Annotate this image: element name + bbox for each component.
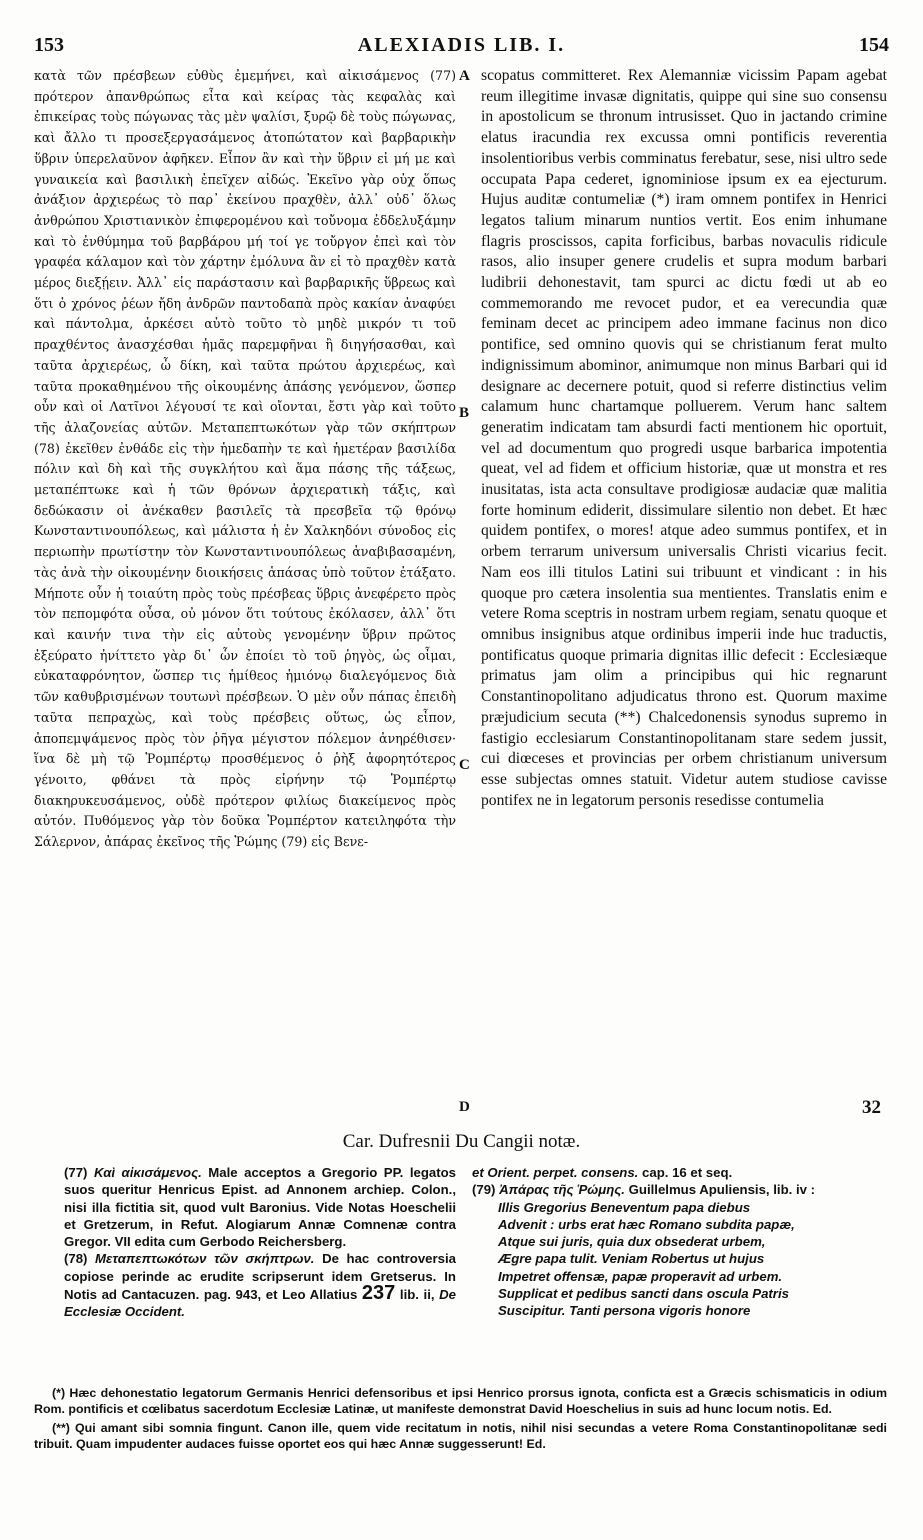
note-lemma: Καὶ αἰκισάμενος. [93, 1165, 202, 1180]
margin-letter-d: D [459, 1099, 470, 1115]
page-number-right: 154 [859, 34, 889, 56]
footnote-1: (*) Hæc dehonestatio legatorum Germanis Henrici defensoribus et ipsi Henrico prorsus ignota, conficta est a Græcis schismaticis in odium Rom. pontificis et cœlibatus sacerdotum Ecclesiæ Latinæ, ut manifeste demonstrat David Hoeschelius in suis ad hunc locum notis. Ed. [34, 1386, 887, 1417]
note-77 [64, 1164, 456, 1250]
greek-text: κατὰ τῶν πρέσβεων εὐθὺς ἐμεμήνει, καὶ αἰκισάμενος (77) πρότερον ἀπανθρώπως εἶτα καὶ κείρας τὰς κεφαλὰς καὶ ἐπικείρας τοὺς πώγωνας τὰς μὲν ψαλίσι, ξυρῷ δὲ τοὺς πώγωνας, καὶ ἄλλο τι προσεξεργασάμενος ἀτοπώτατον καὶ βαρβαρικὴν ὕβριν ὑπερελαῦνον ἀφῆκεν. Εἶπον ἂν καὶ τὴν ὕβριν εἰ μή με καὶ γυναικεία καὶ βασιλικὴ ἐπεῖχεν αἰδώς. Ἐκεῖνο γὰρ οὐχ ὅπως ἀνάξιον ἀρχιερέως τὸ παρ᾽ ἐκείνου πραχθὲν, ἀλλ᾽ οὐδ᾽ ὅλως ἀνθρώπου Χριστιανικὸν ἐπιφερομένου καὶ τοὔνομα ἐδδελυξάμην καὶ τὸ ἐνθύμημα τοῦ βαρβάρου μή τοί γε τοὔργον ἐπεὶ καὶ τὸν γραφέα κάλαμον καὶ τὸν χάρτην ἐμόλυνα ἂν εἰ τὸ πραχθὲν κατὰ μέρος διεξῄειν. Ἀλλ᾽ εἰς παράστασιν καὶ βαρβαρικῆς ὕβρεως καὶ ὅτι ὁ χρόνος ῥέων ἤδη ἀνδρῶν παντοδαπὰ πρὸς κακίαν ἀναφύει καὶ πάντολμα, ἀρκέσει αὐτὸ τοῦτο τὸ μηδὲ μικρόν τι τοῦ πραχθέντος ἀνασχέσθαι ἡμᾶς παρεμφῆναι ἢ διηγήσασθαι, καὶ ταῦτα ἀρχιερέως, ὦ δίκη, καὶ ταῦτα πρώτου ἀρχιερέως, καὶ ταῦτα προκαθημένου τῆς οἰκουμένης ἁπάσης γενόμενον, ὥσπερ οὖν καὶ οἱ Λατῖνοι λέγουσί τε καὶ οἴονται, ἔστι γὰρ καὶ τοῦτο τῆς ἀλαζονείας αὐτῶν. Μεταπεπτωκότων γὰρ τῶν σκήπτρων (78) ἐκεῖθεν ἐνθάδε εἰς τὴν ἡμεδαπὴν τε καὶ ἡμετέραν βασιλίδα πόλιν καὶ δὴ καὶ τῆς συγκλήτου καὶ ἅμα πάσης τῆς τάξεως, μεταπέπτωκε καὶ ἡ τῶν θρόνων ἀρχιερατικὴ τάξις, καὶ δεδώκασιν οἱ ἀνέκαθεν βασιλεῖς τὰ πρεσβεῖα τῷ θρόνῳ Κωνσταντινουπόλεως, καὶ μάλιστα ἡ ἐν Χαλκηδόνι σύνοδος εἰς περιωπὴν πρωτίστην τὸν Κωνσταντινουπόλεως ἀναβιβασαμένη, τὰς ἀνὰ τὴν οἰκουμένην διοικήσεις ἁπάσας ὑπὸ τοῦτον ἐτάξατο. Μήποτε οὖν ἡ τοιαύτη πρὸς τοὺς πρέσβεας ὕβρις ἀνεφέρετο πρὸς τὸν πεπομφότα οὖσα, οὐ μόνον ὅτι τούτους ἐκόλασεν, ἀλλ᾽ ὅτι καὶ καινήν τινα τὴν εἰς αὐτοὺς γενομένην ὕβριν πρῶτος ἐξεύρατο ἠνίττετο γὰρ δι᾽ ὧν ἐποίει τὸ τοῦ ῥηγὸς, ὡς οἶμαι, εὐκαταφρόνητον, ὥσπερ τις ἡμίθεος ἡμιόνῳ διαλεγόμενος διὰ τῶν καθυβρισμένων τουτωνὶ πρέσβεων. Ὁ μὲν οὖν πάπας ἐπειδὴ ταῦτα πεπραχὼς, καὶ τοὺς πρέσβεις οὕτως, ὡς εἶπον, ἀποπεμψάμενος πρὸς τὸν ῥῆγα μέγιστον πόλεμον ἀνηρέθισεν· ἵνα δὲ μὴ τῷ Ῥομπέρτῳ προσθέμενος ὁ ῥὴξ ἀφορητότερος γένοιτο, φθάνει τὰ πρὸς εἰρήνην τῷ Ῥομπέρτῳ διακηρυκευσάμενος, οὐδὲ πρότερον φιλίως διακείμενος πρὸς αὐτόν. Πυθόμενος γὰρ τὸν δοῦκα Ῥομπέρτον κατειληφότα τὴν Σάλερνον, ἀπάρας ἐκεῖνος τῆς Ῥώμης (79) εἰς Βενε- [34, 68, 456, 850]
note-text-cont: lib. ii, [399, 1287, 435, 1303]
footnote-2: (**) Qui amant sibi somnia fingunt. Canon ille, quem vide recitatum in notis, nihil nisi secundas a vetere Roma Constantinopolitanæ sedi tribuit. Quam impudenter audaces fuisse oportet eos qui hæc Annæ suggesserunt! Ed. [34, 1420, 887, 1452]
running-title: ALEXIADIS LIB. I. [357, 34, 566, 56]
note-text: cap. 16 et seq. [642, 1165, 733, 1180]
note-lemma: Ἀπάρας τῆς Ῥώμης. [499, 1182, 625, 1198]
verse-line: Advenit : urbs erat hæc Romano subdita papæ, [498, 1216, 795, 1232]
verse-line: Ægre papa tulit. Veniam Robertus ut hujus [498, 1251, 765, 1267]
note-lemma: Μεταπεπτωκότων τῶν σκήπτρων. [95, 1251, 315, 1267]
note-author: Guillelmus Apuliensis, lib. iv : [628, 1182, 816, 1198]
note-text: De hac controversia copiose perinde ac erudite scripserunt idem Gretserus. In Notis ad Cantacuzen. pag. 943, et Leo Allatius [64, 1251, 456, 1303]
note-ref: (77) [64, 1165, 88, 1180]
column-number: 32 [859, 1097, 881, 1119]
latin-column [481, 66, 887, 1129]
verse-line: Illis Gregorius Beneventum papa diebus [498, 1199, 751, 1215]
verse-line: Suscipitur. Tanti persona vigoris honore [498, 1303, 751, 1319]
note-79 [472, 1181, 887, 1198]
notes-left-column [64, 1164, 456, 1334]
latin-text: scopatus committeret. Rex Alemanniæ vicissim Papam agebat reum illegitime invasæ dignitatis, quippe qui sine suo consensu in apostolicum se thronum intrusisset. Quo in jactando crimine elatus iracundia rex excussa omni pontificis reverentia insolentioribus verbis comminatus ferebatur, sese, nisi ultro sede occupata Papa cederet, ignominiose ipsum ex ea ejecturum. Hujus auditæ contumeliæ (*) iram omnem pontifex in Henrici legatos talium minarum nuntios vertit. Eos enim inhumane flagris proscissos, capita forficibus, barbas novaculis ridicule rasos, alio insuper genere crudelis et supra modum barbari ludibrii dehonestavit, tam spurci ac dictu fœdi ut ab eo commemorando me revocet pudor, et ea verecundia quæ feminam decet ac principem adeo immane facinus non dico pontifice, sed omnino quovis qui se christianum ferat multo indignissimum abominor, animumque non minus Barbari qui id designare ac decernere potuit, quod si referre distinctius velim calamum hunc chartamque polluerem. Verum hanc saltem generatim indicatam tam absurdi facti mentionem hic oportuit, vel ad documentum quo progredi usque barbarica impotentia queat, vel ad fidem et officium historiæ, quæ ut monstra et res inusitatas, ista acta consultave prodigiosæ audaciæ quæ malitia forte hominum ediderit, dissimulare silentio non debet. Et hæc quidem pontifex, o mores! atque adeo summus pontifex, et in orbem terrarum universum universalis Christi vicarius fecit. Nam eos illi titulos Latini sui tribuunt et vindicant : in his quoque pro cætera insolentia sua mentientes. Translatis enim e vetere Roma sceptris in nostram urbem regiam, senatu quoque et omnibus insignibus atque ordinibus imperii inde huc traductis, pontificatus quoque primaria dignitas illic defecit : Ecclesiæque primatus jam olim a principibus qui hic regnarunt Constantinopolitano adjudicatus throno est. Quorum maxime præjudicium secuta (**) Chalcedonensis synodus supremo in fastigio ecclesiarum Constantinopolitanam stare sedem jussit, cui diœceses et provincias per orbem christianum universum esse subjectas omnes statuit. Videtur autem studiose cavisse pontifex ne in legatorum personis resedisse contumelia [481, 67, 887, 809]
greek-column [34, 66, 456, 1129]
verse-line: Supplicat et pedibus sancti dans oscula Patris [498, 1286, 789, 1302]
note-title-italic: et Orient. perpet. consens. [472, 1165, 639, 1180]
margin-letter-c: C [459, 757, 470, 773]
margin-letter-b: B [459, 405, 470, 421]
note-title-italic: De Ecclesiæ Occident. [64, 1287, 456, 1320]
running-header [34, 34, 889, 64]
verse-line: Atque sui juris, quia dux obsederat urbem, [498, 1234, 766, 1250]
margin-letter-a: A [459, 68, 470, 84]
note-78-cont [472, 1164, 887, 1181]
verse-quotation [472, 1199, 887, 1320]
verse-line: Impetret offensæ, papæ properavit ad urbem. [498, 1268, 783, 1284]
editor-footnotes [34, 1385, 887, 1455]
note-ref: (79) [472, 1182, 496, 1198]
note-text: Male acceptos a Gregorio PP. legatos suos queritur Henricus Epist. ad Annonem archiep. Colon., nisi illa fictitia sit, quod vult Baronius. Vide Notas Hoeschelii et Gretzerum, in Refut. Alogiarum Annæ Comnenæ contra Gregor. VII edita cum Gerbodo Reichersberg. [64, 1165, 456, 1250]
column-marker: 237 [361, 1282, 396, 1305]
note-ref: (78) [64, 1251, 88, 1267]
note-78 [64, 1250, 456, 1320]
notes-right-column [472, 1164, 887, 1334]
notes-heading: Car. Dufresnii Du Cangii notæ. [342, 1131, 581, 1152]
page-number-left: 153 [34, 34, 64, 56]
